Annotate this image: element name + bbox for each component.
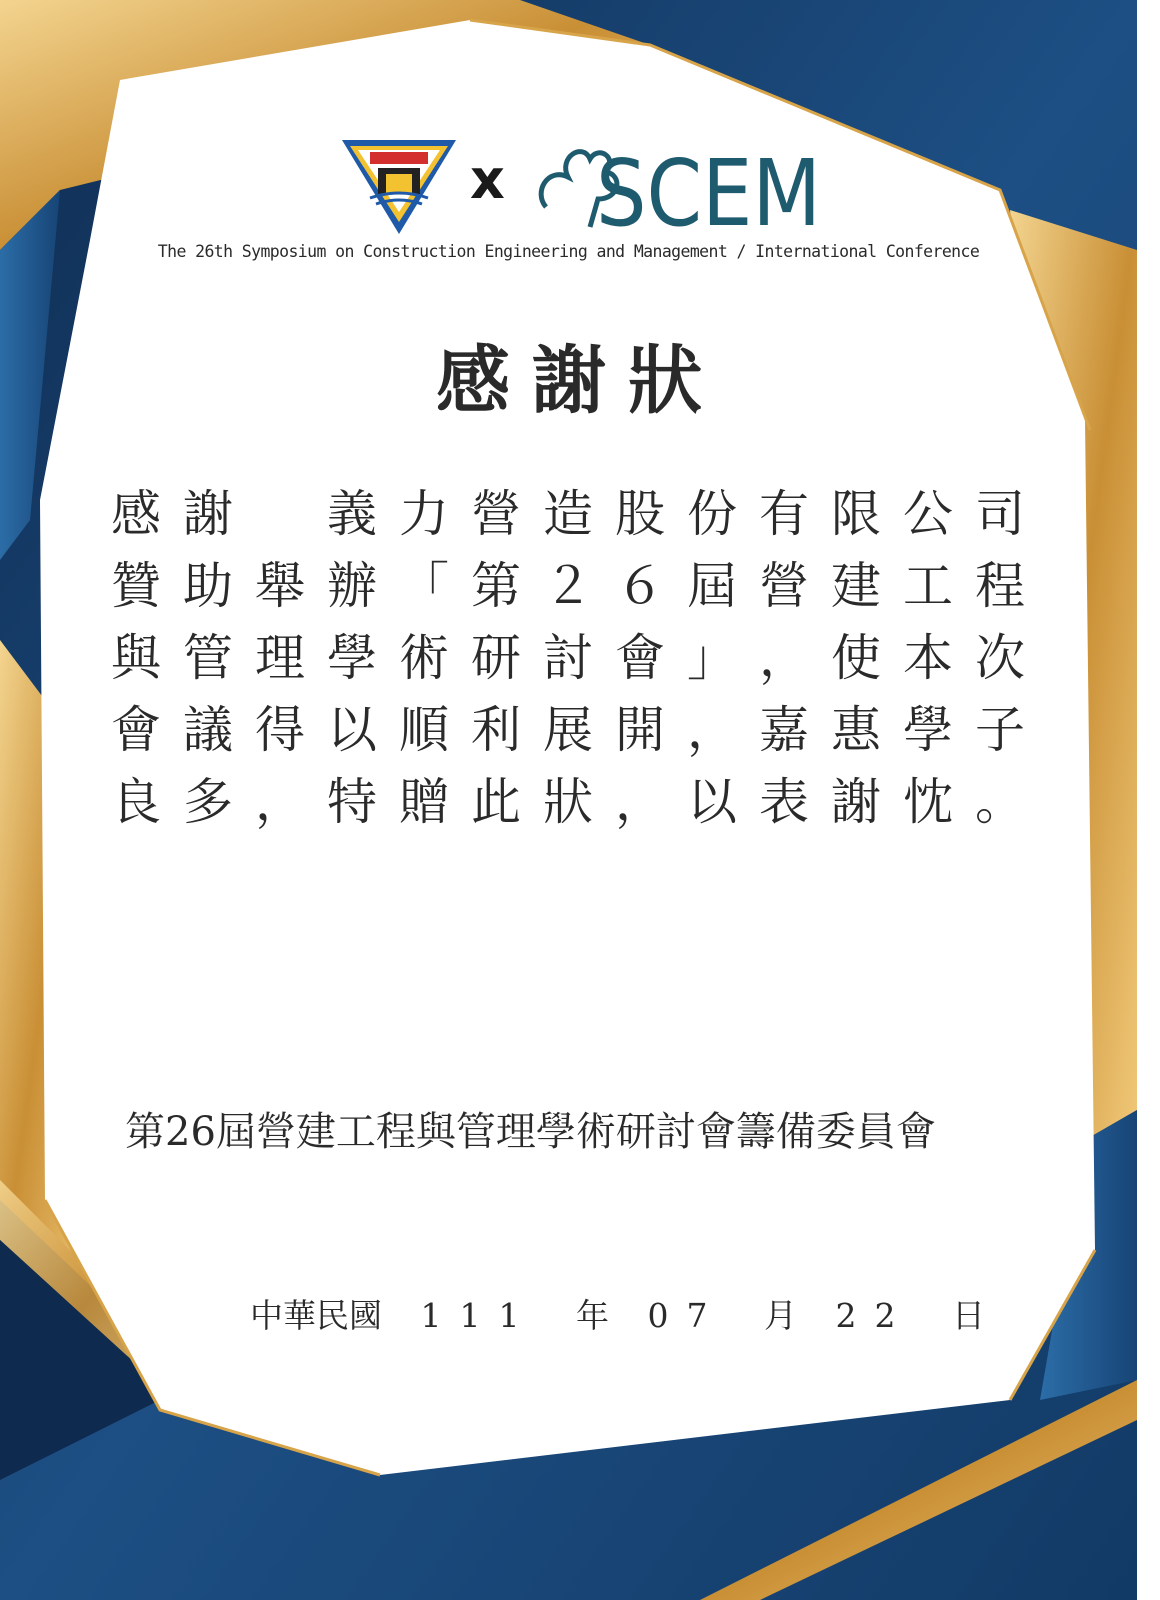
- date-day-unit: 日: [952, 1296, 985, 1335]
- date-era: 中華民國: [250, 1296, 382, 1335]
- date-year: 111: [420, 1296, 538, 1335]
- svg-text:SCEM: SCEM: [596, 140, 821, 247]
- symposium-subtitle: The 26th Symposium on Construction Engineering and Management / International Conference: [157, 242, 980, 261]
- date-day: 22: [835, 1296, 914, 1335]
- body-line: 與 管 理 學 術 研 討 會 」 ， 使 本 次: [110, 629, 1026, 687]
- logo-row: [340, 135, 830, 247]
- date-month: 07: [647, 1296, 726, 1335]
- body-line: 贊 助 舉 辦 「 第 ２ ６ 屆 營 建 工 程: [110, 557, 1026, 615]
- university-emblem-icon: [340, 138, 458, 236]
- certificate-title: 感謝狀: [436, 338, 724, 424]
- body-line: 感 謝 義 力 營 造 股 份 有 限 公 司: [110, 485, 1026, 543]
- scem-logo: [528, 137, 828, 247]
- date-month-unit: 月: [764, 1296, 797, 1335]
- issue-date: [250, 1290, 1013, 1337]
- certificate-body: [100, 478, 1060, 838]
- body-line: 會 議 得 以 順 利 展 開 ， 嘉 惠 學 子: [110, 701, 1026, 759]
- connector-mark: x: [470, 148, 505, 211]
- date-year-unit: 年: [576, 1296, 609, 1335]
- issuing-committee: 第26屆營建工程與管理學術研討會籌備委員會: [125, 1109, 936, 1155]
- body-line: 良 多 ， 特 贈 此 狀 ， 以 表 謝 忱 。: [110, 773, 1026, 831]
